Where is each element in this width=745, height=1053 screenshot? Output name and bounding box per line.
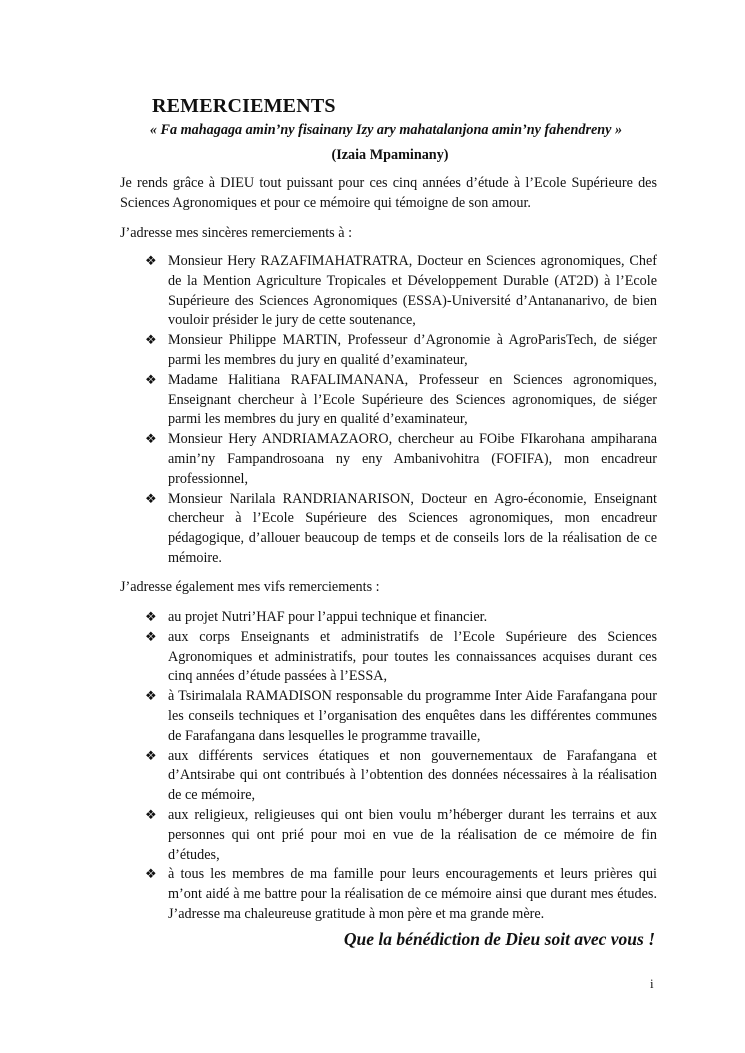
list-item-text: Monsieur Narilala RANDRIANARISON, Docteur en Agro-économie, Enseignant chercheur à l’Ecole Supérieure des Sciences agronomiques, mon encadreur pédagogique, d’allouer beaucoup de temps et de conseils lors de la réalisation de ce mémoire. [168, 490, 657, 566]
list-item-text: aux corps Enseignants et administratifs de l’Ecole Supérieure des Sciences Agronomiques et administratifs, pour toutes les connaissances acquises durant ces cinq années d’étude passées à l’ESSA, [168, 628, 657, 685]
diamond-bullet-icon: ❖ [145, 372, 157, 388]
list-item-text: Monsieur Hery RAZAFIMAHATRATRA, Docteur en Sciences agronomiques, Chef de la Mention Agriculture Tropicales et Développement Durable (AT2D) à l’Ecole Supérieure des Sciences Agronomiques (ESSA)-Université d’Antananarivo, de bien vouloir présider le jury de cette soutenance, [168, 253, 657, 329]
list-item [120, 490, 657, 569]
list-item [120, 747, 657, 806]
list-item-text: Monsieur Philippe MARTIN, Professeur d’Agronomie à AgroParisTech, de siéger parmi les membres du jury en qualité d’examinateur, [168, 332, 657, 368]
diamond-bullet-icon: ❖ [145, 689, 157, 705]
list-item-text: aux religieux, religieuses qui ont bien voulu m’héberger durant les terrains et aux personnes qui ont prié pour moi en vue de la réalisation de ce mémoire de fin d’études, [168, 806, 657, 863]
epigraph-quote: « Fa mahagaga amin’ny fisainany Izy ary mahatalanjona amin’ny fahendreny » [149, 122, 623, 138]
page-number: i [650, 976, 654, 991]
list-item-text: à Tsirimalala RAMADISON responsable du programme Inter Aide Farafangana pour les conseils techniques et l’organisation des enquêtes dans les différentes communes de Farafangana dans lesquelles le programme travaille, [168, 688, 657, 744]
epigraph-author: (Izaia Mpaminany) [331, 147, 449, 163]
list-item-text: Madame Halitiana RAFALIMANANA, Professeur en Sciences agronomiques, Enseignant chercheur à l’Ecole Supérieure des Sciences agronomiques, de siéger parmi les membres du jury en qualité d’examinateur, [168, 371, 657, 428]
thanks-list-2 [120, 608, 657, 925]
list-item [120, 865, 657, 924]
list-item-text: au projet Nutri’HAF pour l’appui technique et financier. [168, 609, 488, 625]
diamond-bullet-icon: ❖ [145, 629, 157, 645]
thanks-heading-1: J’adresse mes sincères remerciements à : [120, 225, 353, 241]
list-item [120, 687, 657, 746]
diamond-bullet-icon: ❖ [145, 867, 157, 883]
diamond-bullet-icon: ❖ [145, 748, 157, 764]
list-item [120, 608, 657, 628]
page-title: REMERCIEMENTS [152, 95, 336, 117]
diamond-bullet-icon: ❖ [145, 432, 157, 448]
list-item-text: Monsieur Hery ANDRIAMAZAORO, chercheur au FOibe FIkarohana ampiharana amin’ny Fampandrosoana ny eny Ambanivohitra (FOFIFA), mon encadreur professionnel, [168, 431, 657, 487]
thanks-list-1 [120, 252, 657, 569]
list-item-text: aux différents services étatiques et non gouvernementaux de Farafangana et d’Antsirabe qui ont contribués à l’obtention des données nécessaires à la réalisation de ce mémoire, [168, 747, 657, 804]
list-item [120, 628, 657, 687]
list-item [120, 252, 657, 331]
list-item [120, 331, 657, 371]
closing-blessing: Que la bénédiction de Dieu soit avec vous ! [343, 929, 655, 949]
intro-paragraph: Je rends grâce à DIEU tout puissant pour ces cinq années d’étude à l’Ecole Supérieure des Sciences Agronomiques et pour ce mémoire qui témoigne de son amour. [120, 175, 657, 212]
list-item [120, 806, 657, 865]
diamond-bullet-icon: ❖ [145, 254, 157, 269]
list-item-text: à tous les membres de ma famille pour leurs encouragements et leurs prières qui m’ont aidé à me battre pour la réalisation de ce mémoire ainsi que durant mes études. J’adresse ma chaleureuse gratitude à mon père et ma grande mère. [168, 866, 657, 922]
thanks-heading-2: J’adresse également mes vifs remerciements : [120, 579, 380, 595]
diamond-bullet-icon: ❖ [145, 333, 157, 349]
list-item [120, 371, 657, 430]
diamond-bullet-icon: ❖ [145, 610, 157, 625]
list-item [120, 430, 657, 489]
diamond-bullet-icon: ❖ [145, 491, 157, 507]
diamond-bullet-icon: ❖ [145, 807, 157, 823]
